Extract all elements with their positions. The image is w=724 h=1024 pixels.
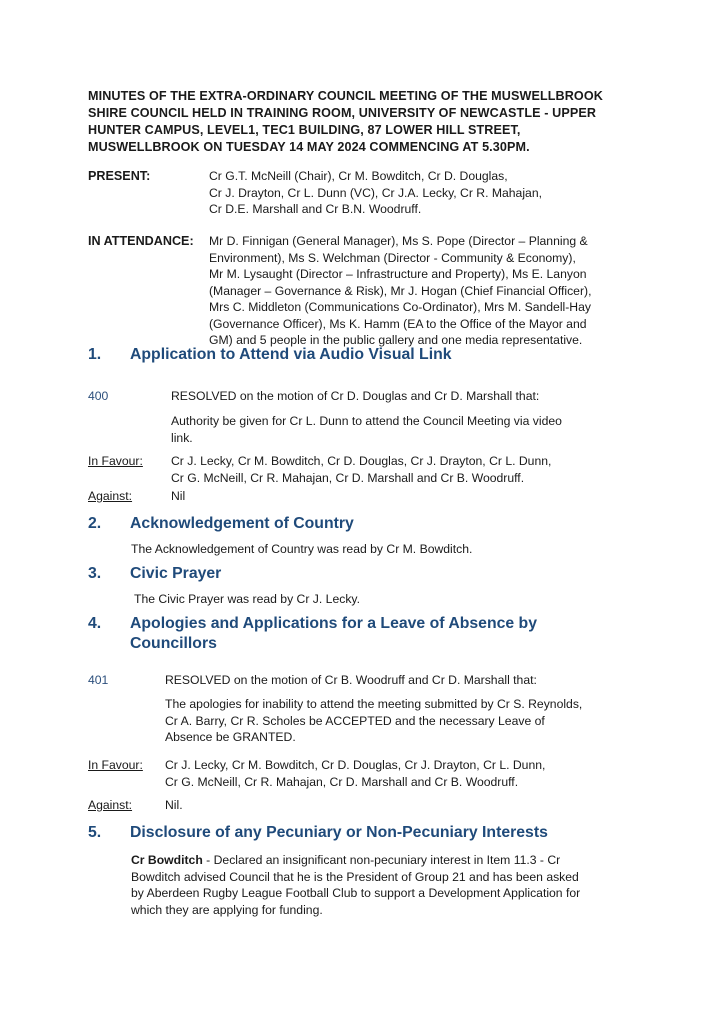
- acknowledgement-text: The Acknowledgement of Country was read by Cr M. Bowditch.: [131, 542, 473, 556]
- section-title: Disclosure of any Pecuniary or Non-Pecuniary Interests: [130, 824, 548, 841]
- section-title: Civic Prayer: [130, 565, 222, 582]
- section-number: 5.: [88, 824, 102, 841]
- resolution-body: [165, 696, 582, 746]
- title-line: SHIRE COUNCIL HELD IN TRAINING ROOM, UNIVERSITY OF NEWCASTLE - UPPER: [88, 106, 597, 120]
- present-line: Cr D.E. Marshall and Cr B.N. Woodruff.: [209, 202, 422, 216]
- against-label: Against:: [88, 489, 133, 503]
- disclosure-line: - Declared an insignificant non-pecuniary interest in Item 11.3 - Cr: [202, 853, 561, 867]
- disclosure-line: Bowditch advised Council that he is the President of Group 21 and has been asked: [131, 869, 579, 884]
- attendance-line: Environment), Ms S. Welchman (Director - Community & Economy),: [209, 250, 576, 265]
- attendance-line: Mrs C. Middleton (Communications Co-Ordinator), Mrs M. Sandell-Hay: [209, 300, 591, 314]
- in-favour-list: [165, 757, 545, 790]
- section-heading-4: [88, 614, 537, 654]
- attendance-line: Mr M. Lysaught (Director – Infrastructure and Property), Ms E. Lanyon: [209, 267, 587, 281]
- present-label: PRESENT:: [88, 169, 151, 183]
- attendance-line: (Manager – Governance & Risk), Mr J. Hogan (Chief Financial Officer),: [209, 283, 592, 298]
- resolution-body: [171, 413, 562, 446]
- resolution-line: Absence be GRANTED.: [165, 730, 296, 744]
- in-favour-label: In Favour:: [88, 758, 143, 772]
- title-line: MUSWELLBROOK ON TUESDAY 14 MAY 2024 COMMENCING AT 5.30PM.: [88, 140, 530, 154]
- resolution-line: The apologies for inability to attend the meeting submitted by Cr S. Reynolds,: [165, 697, 583, 711]
- attendance-list: [209, 233, 591, 349]
- disclosure-line: which they are applying for funding.: [131, 902, 323, 917]
- disclosure-councillor: Cr Bowditch: [131, 853, 203, 867]
- section-title: Apologies and Applications for a Leave of Absence by: [130, 615, 537, 632]
- section-heading-1: [88, 345, 452, 365]
- attendance-label: IN ATTENDANCE:: [88, 234, 194, 248]
- attendance-line: GM) and 5 people in the public gallery and one media representative.: [209, 333, 583, 347]
- in-favour-list: [171, 453, 551, 486]
- section-heading-2: [88, 514, 354, 534]
- document-title: [88, 88, 648, 156]
- section-number: 3.: [88, 565, 102, 582]
- section-title: Acknowledgement of Country: [130, 515, 354, 532]
- resolution-motion: RESOLVED on the motion of Cr D. Douglas and Cr D. Marshall that:: [171, 389, 540, 403]
- against-label: Against:: [88, 798, 133, 812]
- resolution-line: link.: [171, 430, 193, 445]
- section-title: Application to Attend via Audio Visual Link: [130, 346, 452, 363]
- present-line: Cr G.T. McNeill (Chair), Cr M. Bowditch, Cr D. Douglas,: [209, 169, 508, 183]
- section-number: 1.: [88, 346, 102, 363]
- section-heading-5: [88, 823, 548, 843]
- section-number: 2.: [88, 515, 102, 532]
- in-favour-label: In Favour:: [88, 454, 143, 468]
- resolution-number: 401: [88, 673, 109, 687]
- prayer-text: The Civic Prayer was read by Cr J. Lecky.: [134, 592, 360, 606]
- present-line: Cr J. Drayton, Cr L. Dunn (VC), Cr J.A. Lecky, Cr R. Mahajan,: [209, 185, 542, 200]
- resolution-line: Cr A. Barry, Cr R. Scholes be ACCEPTED and the necessary Leave of: [165, 713, 545, 728]
- against-value: Nil.: [165, 798, 183, 812]
- present-list: [209, 168, 542, 218]
- section-heading-3: [88, 564, 221, 584]
- section-number: 4.: [88, 615, 102, 632]
- in-favour-line: Cr G. McNeill, Cr R. Mahajan, Cr D. Marshall and Cr B. Woodruff.: [165, 774, 519, 789]
- in-favour-line: Cr J. Lecky, Cr M. Bowditch, Cr D. Douglas, Cr J. Drayton, Cr L. Dunn,: [171, 454, 552, 468]
- in-favour-line: Cr G. McNeill, Cr R. Mahajan, Cr D. Marshall and Cr B. Woodruff.: [171, 470, 525, 485]
- in-favour-line: Cr J. Lecky, Cr M. Bowditch, Cr D. Douglas, Cr J. Drayton, Cr L. Dunn,: [165, 758, 546, 772]
- disclosure-text: [131, 852, 580, 918]
- title-line: HUNTER CAMPUS, LEVEL1, TEC1 BUILDING, 87 LOWER HILL STREET,: [88, 123, 521, 137]
- attendance-line: (Governance Officer), Ms K. Hamm (EA to the Office of the Mayor and: [209, 316, 587, 331]
- title-line: MINUTES OF THE EXTRA-ORDINARY COUNCIL MEETING OF THE MUSWELLBROOK: [88, 89, 603, 103]
- resolution-motion: RESOLVED on the motion of Cr B. Woodruff and Cr D. Marshall that:: [165, 673, 537, 687]
- attendance-line: Mr D. Finnigan (General Manager), Ms S. Pope (Director – Planning &: [209, 234, 588, 248]
- resolution-line: Authority be given for Cr L. Dunn to attend the Council Meeting via video: [171, 414, 562, 428]
- section-title-continued: Councillors: [130, 635, 217, 652]
- disclosure-line: by Aberdeen Rugby League Football Club to support a Development Application for: [131, 886, 581, 900]
- against-value: Nil: [171, 489, 186, 503]
- resolution-number: 400: [88, 389, 109, 403]
